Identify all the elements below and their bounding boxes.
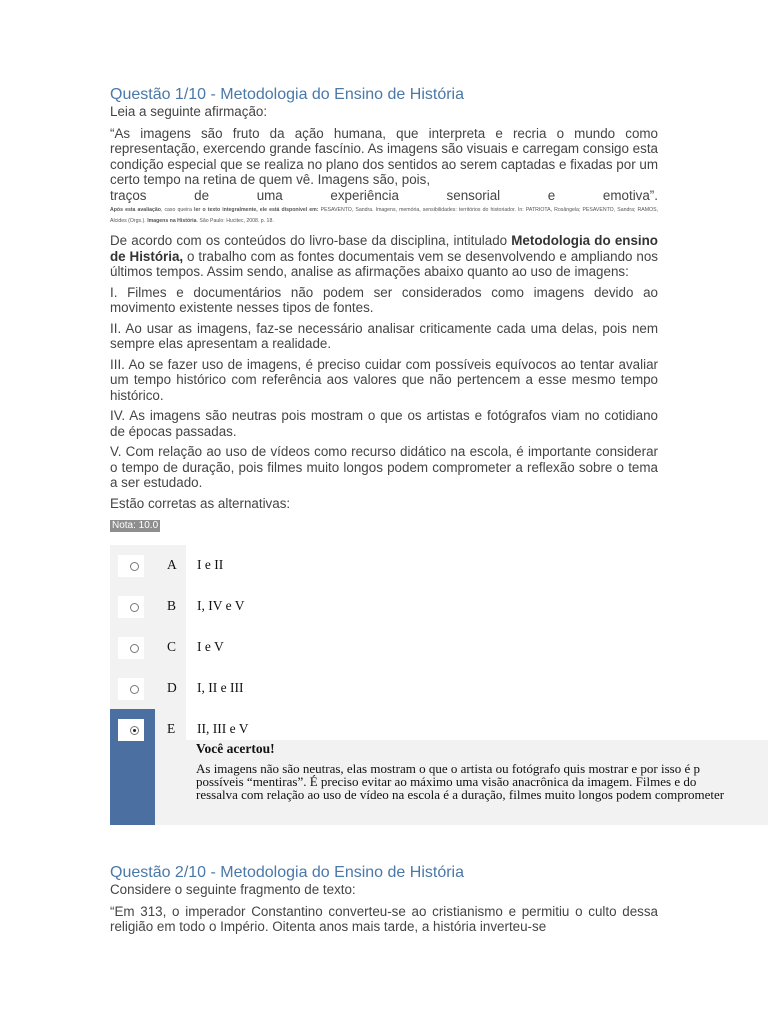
- question-title: Questão 2/10 - Metodologia do Ensino de História: [110, 864, 464, 881]
- question-intro: Leia a seguinte afirmação:: [110, 104, 268, 119]
- option-letter: B: [167, 598, 177, 613]
- question-2: [110, 864, 658, 935]
- option-text: I e V: [197, 639, 224, 654]
- statement-3: III. Ao se fazer uso de imagens, é preciso cuidar com possíveis equívocos ao tentar avaliar um tempo histórico com referência aos valores que não pertencem a esse mesmo tempo histórico.: [110, 356, 658, 403]
- question-prompt: Estão corretas as alternativas:: [110, 495, 291, 511]
- option-letter: C: [167, 639, 177, 654]
- radio-button-e[interactable]: [130, 726, 139, 735]
- source-text-2: PESAVENTO, Sandra. Imagens, memória, sensibilidades: territórios do historiador. In: PATRIOTA, Rosângela; PESAVENTO, Sandra; RAMOS, Alcides (Orgs.).: [110, 207, 658, 224]
- source-text-1: , caso queira: [160, 207, 195, 213]
- feedback-title: Você acertou!: [196, 741, 275, 756]
- context-post: o trabalho com as fontes documentais vem se desenvolvendo e ampliando nos últimos tempos. Assim sendo, analise as afirmações abaixo quanto ao uso de imagens:: [110, 248, 658, 279]
- radio-button-c[interactable]: [130, 644, 139, 653]
- source-text-3: . São Paulo: Hucitec, 2008. p. 18.: [196, 218, 274, 224]
- radio-cell: [110, 709, 155, 825]
- option-letter: D: [167, 680, 177, 695]
- radio-cell: [110, 627, 155, 668]
- source-bold-1: Após esta avaliação: [110, 207, 161, 213]
- question-1: [110, 86, 768, 533]
- option-b[interactable]: [110, 586, 768, 627]
- radio-cell: [110, 668, 155, 709]
- question-intro: Considere o seguinte fragmento de texto:: [110, 882, 356, 897]
- radio-button-d[interactable]: [130, 685, 139, 694]
- question-title: Questão 1/10 - Metodologia do Ensino de História: [110, 86, 464, 103]
- option-text: I e II: [197, 557, 224, 572]
- option-letter: A: [167, 557, 177, 572]
- statement-1: I. Filmes e documentários não podem ser considerados como imagens devido ao movimento existente nesses tipos de fontes.: [110, 284, 658, 315]
- radio-button-a[interactable]: [130, 562, 139, 571]
- option-c[interactable]: [110, 627, 768, 668]
- option-text: I, II e III: [197, 680, 244, 695]
- context-pre: De acordo com os conteúdos do livro-base da disciplina, intitulado: [110, 233, 512, 248]
- source-bold-3: Imagens na História: [147, 218, 197, 224]
- answer-options: [110, 545, 768, 825]
- quote-text: “Em 313, o imperador Constantino converteu-se ao cristianismo e permitiu o culto dessa religião em todo o Império. Oitenta anos mais tarde, a história inverteu-se: [110, 903, 658, 934]
- option-letter: E: [167, 721, 176, 736]
- option-d[interactable]: [110, 668, 768, 709]
- feedback-text: As imagens não são neutras, elas mostram o que o artista ou fotógrafo quis mostrar e por isso é p possíveis “mentiras”. É preciso evitar ao máximo uma visão anacrônica da imagem. Filmes e do ressalva com relação ao uso de vídeo na escola é a duração, filmes muito longos podem comprometer: [196, 761, 725, 802]
- radio-cell: [110, 545, 155, 586]
- book-title: Metodologia do ensino de História,: [110, 233, 658, 264]
- option-text: I, IV e V: [197, 598, 245, 613]
- quote-text: “As imagens são fruto da ação humana, que interpreta e recria o mundo como representação, exercendo grande fascínio. As imagens são visuais e carregam consigo esta condição especial que se realiza no plano dos sentidos ao serem captadas e fixadas por um certo tempo na retina de quem vê. Imagens são, pois,: [110, 125, 658, 187]
- statement-5: V. Com relação ao uso de vídeos como recurso didático na escola, é importante considerar o tempo de duração, pois filmes muito longos podem comprometer a reflexão sobre o tema a ser estudado.: [110, 444, 658, 490]
- quote-last-line: traços de uma experiência sensorial e emotiva”.: [110, 187, 658, 203]
- option-e[interactable]: [110, 709, 768, 825]
- radio-button-b[interactable]: [130, 603, 139, 612]
- option-a[interactable]: [110, 545, 768, 586]
- score-badge: Nota: 10.0: [112, 520, 159, 531]
- statement-4: IV. As imagens são neutras pois mostram o que os artistas e fotógrafos viam no cotidiano de épocas passadas.: [110, 408, 658, 439]
- source-bold-2: ler o texto integralmente, ele está disponível em:: [194, 207, 319, 213]
- feedback-box: [186, 740, 768, 825]
- option-text: II, III e V: [197, 721, 249, 736]
- radio-cell: [110, 586, 155, 627]
- statement-2: II. Ao usar as imagens, faz-se necessário analisar criticamente cada uma delas, pois nem sempre elas apresentam a realidade.: [110, 320, 658, 351]
- context-paragraph: [110, 233, 658, 280]
- source-citation: [110, 205, 658, 227]
